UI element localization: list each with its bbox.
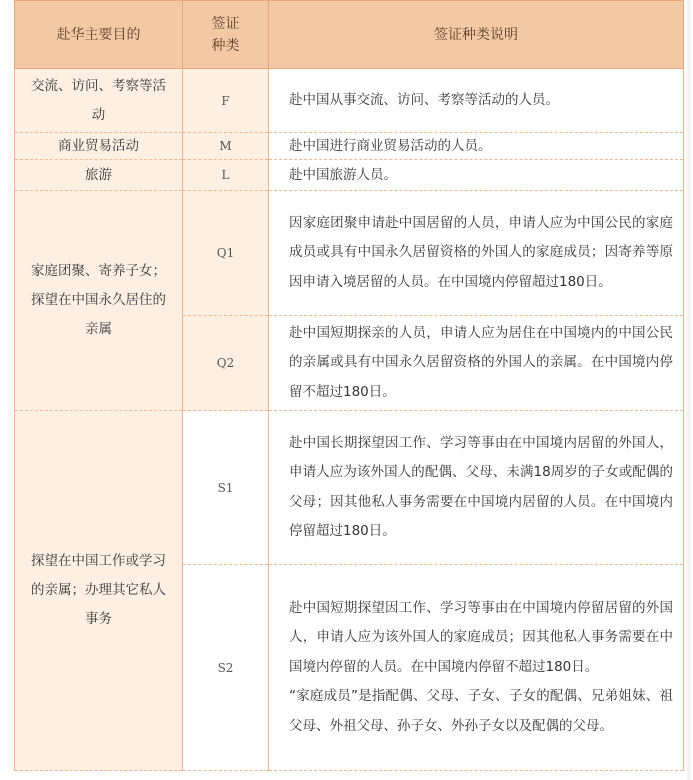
scrollbar-track[interactable] [687, 0, 691, 780]
visa-type-cell: Q1 [183, 191, 269, 316]
purpose-cell: 交流、访问、考察等活动 [15, 69, 183, 133]
description-cell: 赴中国短期探亲的人员，申请人应为居住在中国境内的中国公民的亲属或具有中国永久居留资格的外国人的亲属。在中国境内停留不超过180日。 [269, 316, 684, 411]
table-row [15, 411, 684, 565]
purpose-cell: 探望在中国工作或学习的亲属；办理其它私人事务 [15, 411, 183, 771]
table-row [15, 133, 684, 160]
visa-type-cell: M [183, 133, 269, 160]
header-type-line1: 签证 [211, 15, 240, 32]
table-row [15, 69, 684, 133]
header-type [183, 1, 269, 69]
visa-types-table [14, 0, 684, 771]
description-cell: 赴中国长期探望因工作、学习等事由在中国境内居留的外国人，申请人应为该外国人的配偶、父母、未满18周岁的子女或配偶的父母；因其他私人事务需要在中国境内居留的人员。在中国境内停留超过180日。 [269, 411, 684, 565]
header-type-line2: 种类 [211, 37, 240, 54]
visa-type-cell: Q2 [183, 316, 269, 411]
description-text: 赴中国短期探望因工作、学习等事由在中国境内停留居留的外国人，申请人应为该外国人的家庭成员；因其他私人事务需要在中国境内停留的人员。在中国境内停留不超过180日。 [289, 599, 673, 675]
header-purpose: 赴华主要目的 [15, 1, 183, 69]
description-cell: 因家庭团聚申请赴中国居留的人员，申请人应为中国公民的家庭成员或具有中国永久居留资格的外国人的家庭成员；因寄养等原因申请入境居留的人员。在中国境内停留超过180日。 [269, 191, 684, 316]
visa-type-cell: S2 [183, 565, 269, 771]
visa-type-cell: S1 [183, 411, 269, 565]
purpose-cell: 旅游 [15, 160, 183, 191]
table-row [15, 191, 684, 316]
description-cell [269, 565, 684, 771]
header-description: 签证种类说明 [269, 1, 684, 69]
family-member-note: “家庭成员”是指配偶、父母、子女、子女的配偶、兄弟姐妹、祖父母、外祖父母、孙子女、外孙子女以及配偶的父母。 [289, 688, 673, 734]
description-cell: 赴中国旅游人员。 [269, 160, 684, 191]
purpose-cell: 商业贸易活动 [15, 133, 183, 160]
visa-type-cell: F [183, 69, 269, 133]
description-cell: 赴中国进行商业贸易活动的人员。 [269, 133, 684, 160]
description-cell: 赴中国从事交流、访问、考察等活动的人员。 [269, 69, 684, 133]
table-row [15, 160, 684, 191]
visa-type-cell: L [183, 160, 269, 191]
header-row [15, 1, 684, 69]
purpose-cell: 家庭团聚、寄养子女；探望在中国永久居住的亲属 [15, 191, 183, 411]
